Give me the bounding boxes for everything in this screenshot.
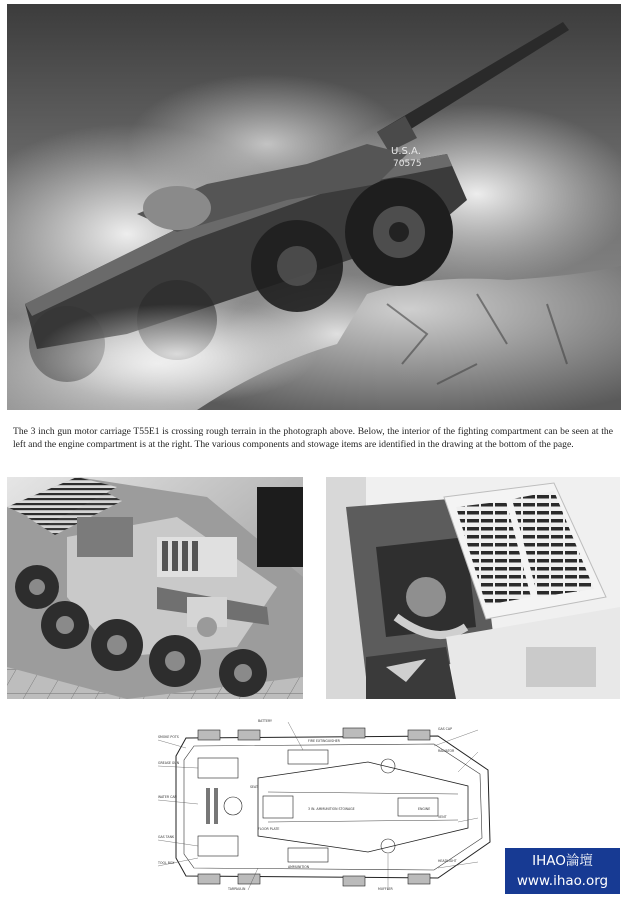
label-seat: SEAT [250,785,258,789]
label-tool-box: TOOL BOX [158,861,175,865]
label-headlight: HEADLIGHT [438,859,457,863]
fighting-compartment-photograph [7,477,303,699]
watermark-forum-name: IHAO論壇 [532,853,593,869]
label-gas-tank: GAS TANK [158,835,175,839]
watermark-url: www.ihao.org [516,873,609,889]
label-radiator: RADIATOR [438,749,455,753]
photo-caption: The 3 inch gun motor carriage T55E1 is crossing rough terrain in the photograph above. Below, the interior of the fighting compartment can be seen at the left and the engine compartment is at the right. The various components and stowage items are identified in the drawing at the bottom of the page. [13,426,613,450]
diagram-svg [138,718,498,894]
hull-marking-usa: U.S.A. [391,146,421,157]
label-grease-gun: GREASE GUN [158,761,180,765]
top-photo-svg [7,4,621,410]
label-ammunition-stowage: 3 IN. AMMUNITION STOWAGE [308,807,355,811]
top-photograph-t55e1-rough-terrain [7,4,621,410]
label-ammunition: AMMUNITION [288,865,310,869]
label-muffler: MUFFLER [378,887,393,891]
engine-compartment-photograph [326,477,620,699]
label-smoke-pots: SMOKE POTS [158,735,179,739]
label-engine: ENGINE [418,807,431,811]
label-vent: VENT [438,815,447,819]
component-stowage-drawing [138,718,498,894]
label-gas-cap: GAS CAP [438,727,453,731]
label-floor-plate: FLOOR PLATE [258,827,280,831]
right-photo-svg [326,477,620,699]
label-fire-extinguisher: FIRE EXTINGUISHER [308,739,340,743]
site-watermark [505,848,620,894]
label-battery: BATTERY [258,719,272,723]
label-tarpaulin: TARPAULIN [228,887,246,891]
hull-marking-serial: 70575 [393,159,422,169]
left-photo-svg [7,477,303,699]
label-water-can: WATER CAN [158,795,177,799]
